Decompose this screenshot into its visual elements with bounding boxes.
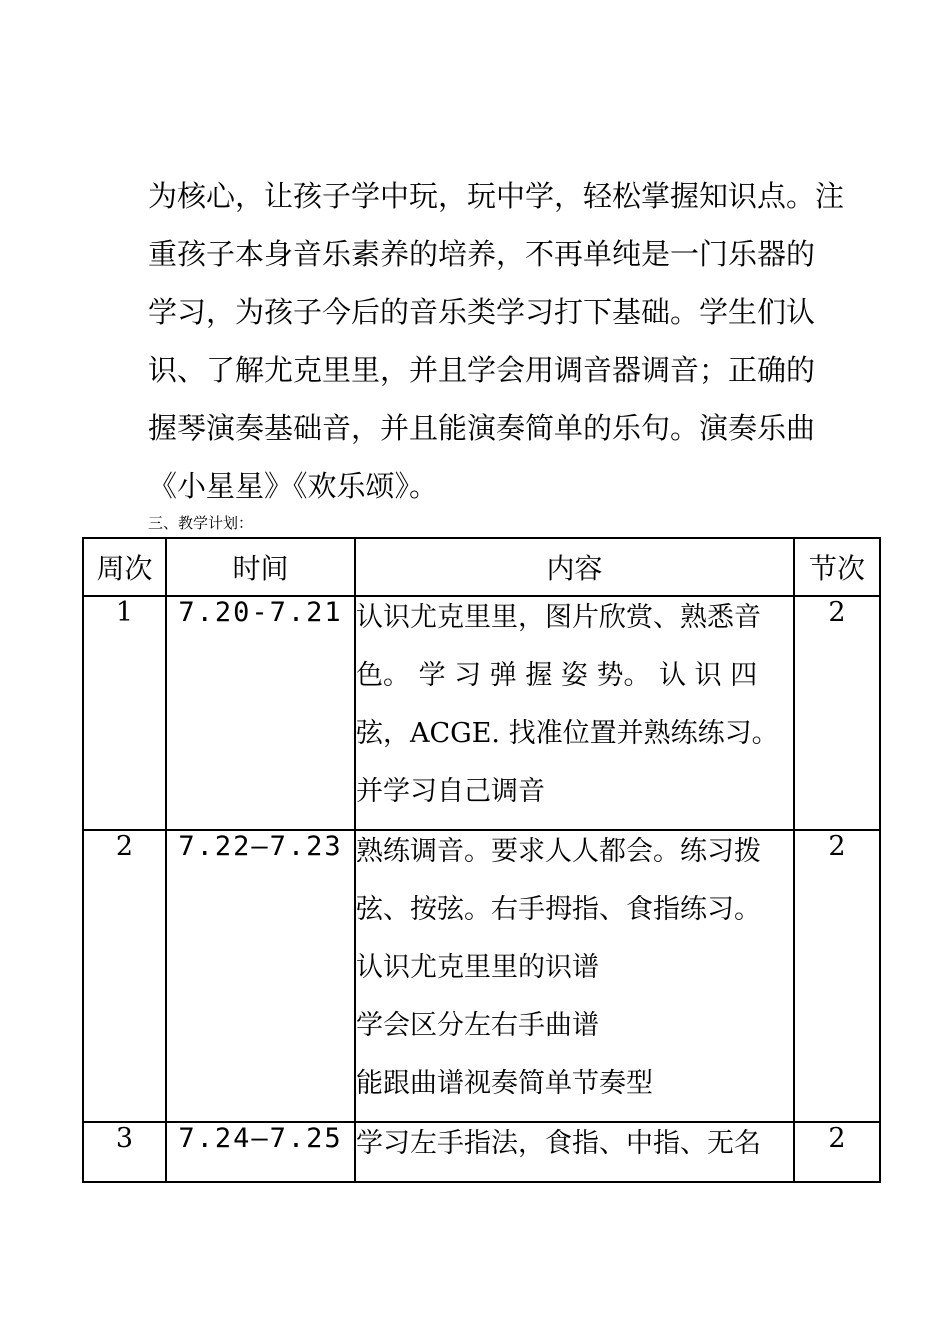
paragraph-line: 学习，为孩子今后的音乐类学习打下基础。学生们认 (148, 295, 816, 329)
table-row (83, 830, 880, 1122)
content-line: 弦，ACGE. 找准位置并熟练练习。 (356, 718, 779, 749)
content-line: 认识尤克里里，图片欣赏、熟悉音 (356, 602, 761, 633)
content-line: 色。 学 习 弹 握 姿 势。 认 识 四 (356, 660, 758, 691)
content-cell (355, 1122, 794, 1182)
table-header-row (83, 538, 880, 596)
sessions-cell: 2 (794, 830, 880, 1122)
content-line: 学习左手指法，食指、中指、无名 (356, 1128, 761, 1159)
content-line: 学会区分左右手曲谱 (356, 1010, 599, 1041)
body-paragraph (148, 170, 845, 518)
paragraph-line: 识、了解尤克里里，并且学会用调音器调音；正确的 (148, 353, 816, 387)
content-line: 弦、按弦。右手拇指、食指练习。 (356, 894, 761, 925)
header-time: 时间 (166, 538, 355, 596)
time-cell: 7.24—7.25 (166, 1122, 355, 1182)
time-cell: 7.20-7.21 (166, 596, 355, 830)
content-cell (355, 596, 794, 830)
teaching-plan-table (82, 537, 881, 1183)
paragraph-line: 重孩子本身音乐素养的培养，不再单纯是一门乐器的 (148, 237, 816, 271)
content-cell (355, 830, 794, 1122)
table-row (83, 596, 880, 830)
content-line: 认识尤克里里的识谱 (356, 952, 599, 983)
header-content: 内容 (355, 538, 794, 596)
paragraph-line: 握琴演奏基础音，并且能演奏简单的乐句。演奏乐曲 (148, 411, 816, 445)
section-heading: 三、教学计划： (148, 514, 254, 532)
sessions-cell: 2 (794, 1122, 880, 1182)
content-line: 能跟曲谱视奏简单节奏型 (356, 1068, 653, 1099)
week-cell: 2 (83, 830, 166, 1122)
content-line: 并学习自己调音 (356, 776, 545, 807)
week-cell: 3 (83, 1122, 166, 1182)
sessions-cell: 2 (794, 596, 880, 830)
header-sessions: 节次 (794, 538, 880, 596)
table-row (83, 1122, 880, 1182)
content-line: 熟练调音。要求人人都会。练习拨 (356, 836, 761, 867)
time-cell: 7.22—7.23 (166, 830, 355, 1122)
paragraph-line: 《小星星》《欢乐颂》。 (148, 469, 439, 503)
paragraph-line: 为核心，让孩子学中玩，玩中学，轻松掌握知识点。注 (148, 179, 845, 213)
header-week: 周次 (83, 538, 166, 596)
week-cell: 1 (83, 596, 166, 830)
